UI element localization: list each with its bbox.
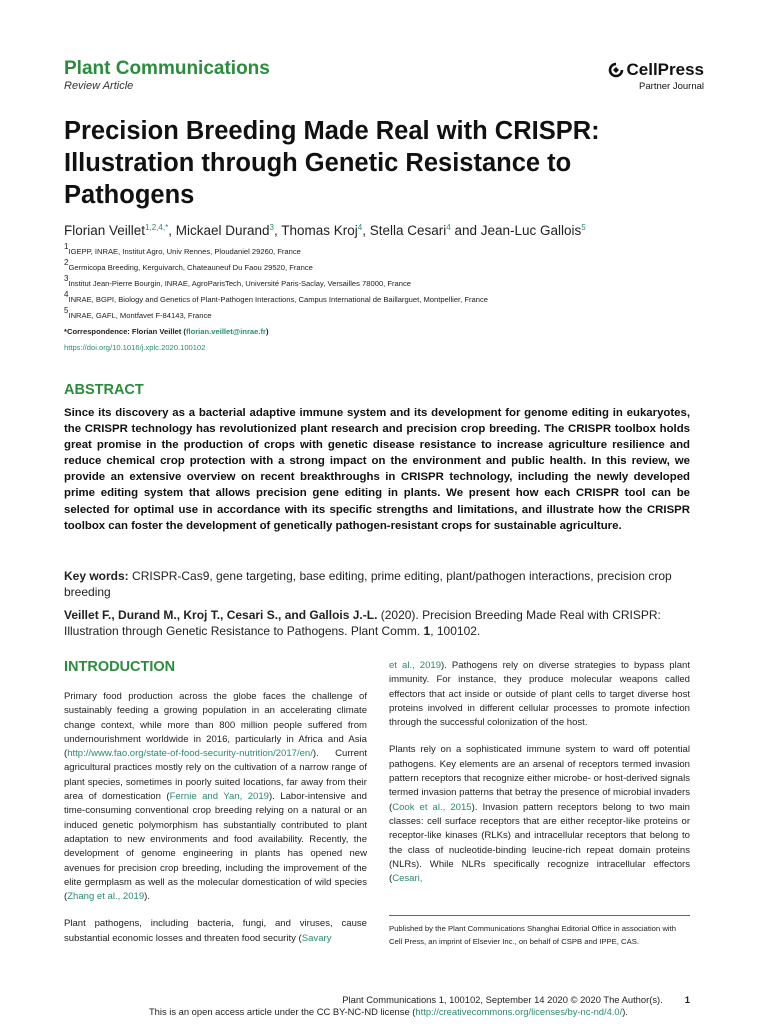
citation (64, 607, 690, 639)
citation-volume: 1 (423, 624, 431, 638)
license-text-end: ). (622, 1006, 628, 1017)
affiliation-number: 3 (64, 274, 69, 283)
citation-link[interactable]: http://www.fao.org/state-of-food-security-nutrition/2017/en/ (67, 748, 313, 760)
correspondence-label: *Correspondence: Florian Veillet ( (64, 327, 186, 336)
intro-paragraph-2 (64, 917, 367, 946)
keywords (64, 568, 690, 600)
author-separator: , (168, 223, 176, 238)
citation-link[interactable]: Zhang et al., 2019 (67, 891, 145, 903)
affiliation-text: IGEPP, INRAE, Institut Agro, Univ Rennes, Ploudaniel 29260, France (68, 247, 301, 256)
author-name: Stella Cesari (369, 223, 447, 238)
citation-link[interactable]: Savary (301, 932, 332, 944)
affiliation-number: 1 (64, 242, 69, 251)
author-list (64, 222, 704, 240)
body-text: ). Invasion pattern receptors belong to two main classes: cell surface receptors that are either receptor-like proteins or receptor-like kinases (RLKs) and intracellular receptors that belong to the class of nucleotide-binding leucine-rich repeat domain proteins (NLRs). While NLRs specifically recognize intracellular effectors ( (389, 801, 690, 885)
affiliations (64, 244, 704, 356)
publisher-logo (608, 60, 705, 92)
abstract-text: Since its discovery as a bacterial adaptive immune system and its development for genome editing in eukaryotes, the CRISPR technology has revolutionized plant research and precision crop breeding. The CRISPR toolbox holds great promise in the production of crops with genetic disease resistance to increase agriculture resilience and reduce chemical crop protection with a strong impact on the environment and public health. In this review, we provide an extensive overview on recent breakthroughs in CRISPR technology, including the newly developed prime editing system that allows precision gene editing in plants. We present how each CRISPR tool can be selected for optimal use in accordance with its specific strengths and limitations, and illustrate how the CRISPR toolbox can foster the development of genetically pathogen-resistant crops for sustainable agriculture. (64, 407, 690, 532)
correspondence-close: ) (265, 327, 269, 336)
license-text: This is an open access article under the CC BY-NC-ND license ( (148, 1006, 416, 1017)
affiliation-item (64, 276, 704, 292)
intro-paragraph-1 (64, 690, 367, 904)
intro-paragraph-2-continued (389, 659, 690, 730)
author-affiliation-marker[interactable]: 1,2,4,* (145, 223, 169, 232)
body-text: Plants rely on a sophisticated immune system to ward off potential pathogens. Key elements are an arsenal of receptors termed invasion pattern receptors that recognize either microbe- or host-derived signals termed invasion patterns that betray the presence of microbial invaders ( (389, 744, 690, 813)
publisher-subtitle: Partner Journal (639, 81, 704, 92)
body-text: ). Pathogens rely on diverse strategies to bypass plant immunity. For instance, they produce molecular weapons called effectors that act inside or outside of plant cells to target diverse host proteins involved in different cellular processes to promote infection through the successful colonization of the host. (389, 660, 690, 729)
author-separator: and (450, 223, 481, 238)
cellpress-icon (608, 62, 624, 78)
affiliation-item (64, 260, 704, 276)
citation-link-continued[interactable]: et al., 2019 (389, 660, 442, 671)
author-separator: , (273, 223, 282, 238)
author-affiliation-marker[interactable]: 4 (357, 223, 363, 232)
author-name: Florian Veillet (64, 223, 146, 238)
introduction-heading: INTRODUCTION (64, 659, 176, 675)
body-column-right (389, 659, 690, 899)
author-name: Jean-Luc Gallois (480, 223, 582, 238)
keywords-text: CRISPR-Cas9, gene targeting, base editing, prime editing, plant/pathogen interactions, precision crop breeding (64, 569, 672, 599)
citation-link[interactable]: Cook et al., 2015 (392, 801, 472, 813)
journal-name: Plant Communications (64, 58, 270, 79)
publisher-footnote: Published by the Plant Communications Shanghai Editorial Office in association with Cell Press, an imprint of Elsevier Inc., on behalf of CSPB and IPPE, CAS. (389, 924, 677, 946)
affiliation-item (64, 308, 704, 324)
page-number: 1 (684, 994, 690, 1005)
publisher-name: CellPress (626, 60, 704, 79)
affiliation-number: 4 (64, 290, 69, 299)
citation-text: (2020). Precision Breeding Made Real with CRISPR: Illustration through Genetic Resistance to Pathogens. Plant Comm. (64, 608, 661, 638)
citation-link[interactable]: Cesari, (392, 873, 423, 885)
affiliation-text: INRAE, GAFL, Montfavet F-84143, France (68, 311, 212, 320)
footer-journal-info: Plant Communications 1, 100102, September 14 2020 © 2020 The Author(s). (342, 994, 663, 1005)
affiliation-item (64, 244, 704, 260)
doi-link[interactable]: https://doi.org/10.1016/j.xplc.2020.100102 (64, 343, 206, 352)
affiliation-item (64, 292, 704, 308)
author-name: Mickael Durand (175, 223, 270, 238)
article-title: Precision Breeding Made Real with CRISPR: Illustration through Genetic Resistance to Pathogens (64, 117, 600, 209)
intro-paragraph-3 (389, 743, 690, 886)
affiliation-number: 5 (64, 306, 69, 315)
body-text: Primary food production across the globe faces the challenge of sustainably feeding a growing population in an accelerating climate change context, while more than 800 million people suffered from undernourishment worldwide in 2016, particularly in Africa and Asia ( (64, 691, 367, 760)
body-text: Plant pathogens, including bacteria, fungi, and viruses, cause substantial economic losses and threaten food security ( (64, 918, 367, 944)
body-text: ). Current agricultural practices mostly rely on the cultivation of a narrow range of plant species, sometimes in poorly suited locations, far away from their area of domestication ( (64, 748, 367, 803)
affiliation-text: Germicopa Breeding, Kerguivarch, Chateauneuf Du Faou 29520, France (68, 263, 313, 272)
license-link[interactable]: http://creativecommons.org/licenses/by-nc-nd/4.0/ (415, 1006, 623, 1017)
page-footer (64, 994, 690, 1018)
affiliation-number: 2 (64, 258, 69, 267)
abstract-heading: ABSTRACT (64, 382, 144, 398)
author-affiliation-marker[interactable]: 5 (581, 223, 586, 232)
author-affiliation-marker[interactable]: 4 (446, 223, 451, 232)
affiliation-text: INRAE, BGPI, Biology and Genetics of Plant-Pathogen Interactions, Campus International de Baillarguet, Montpellier, France (68, 295, 489, 304)
correspondence (64, 324, 704, 340)
keywords-label: Key words: (64, 569, 129, 583)
body-column-left (64, 658, 367, 959)
article-type: Review Article (64, 80, 134, 92)
author-separator: , (362, 223, 370, 238)
body-text: ). (144, 891, 150, 903)
citation-link[interactable]: Fernie and Yan, 2019 (169, 791, 269, 803)
footnote-divider (389, 915, 690, 916)
citation-authors: Veillet F., Durand M., Kroj T., Cesari S., and Gallois J.-L. (64, 608, 378, 622)
author-name: Thomas Kroj (281, 223, 358, 238)
author-affiliation-marker[interactable]: 3 (269, 223, 274, 232)
affiliation-text: Institut Jean-Pierre Bourgin, INRAE, AgroParisTech, Université Paris-Saclay, Versailles 78000, France (68, 279, 412, 288)
body-text: ). Labor-intensive and time-consuming conventional crop breeding relying on a natural or an induced genetic polymorphism has substantially contributed to plant adaptation to new environments and food availability. Recently, the development of genome engineering in plants has opened new avenues for precision crop breeding, including the improvement of the elite germplasm as well as the molecular domestication of wild species ( (64, 791, 367, 903)
citation-text-end: , 100102. (430, 624, 481, 638)
correspondence-email-link[interactable]: florian.veillet@inrae.fr (185, 327, 266, 336)
